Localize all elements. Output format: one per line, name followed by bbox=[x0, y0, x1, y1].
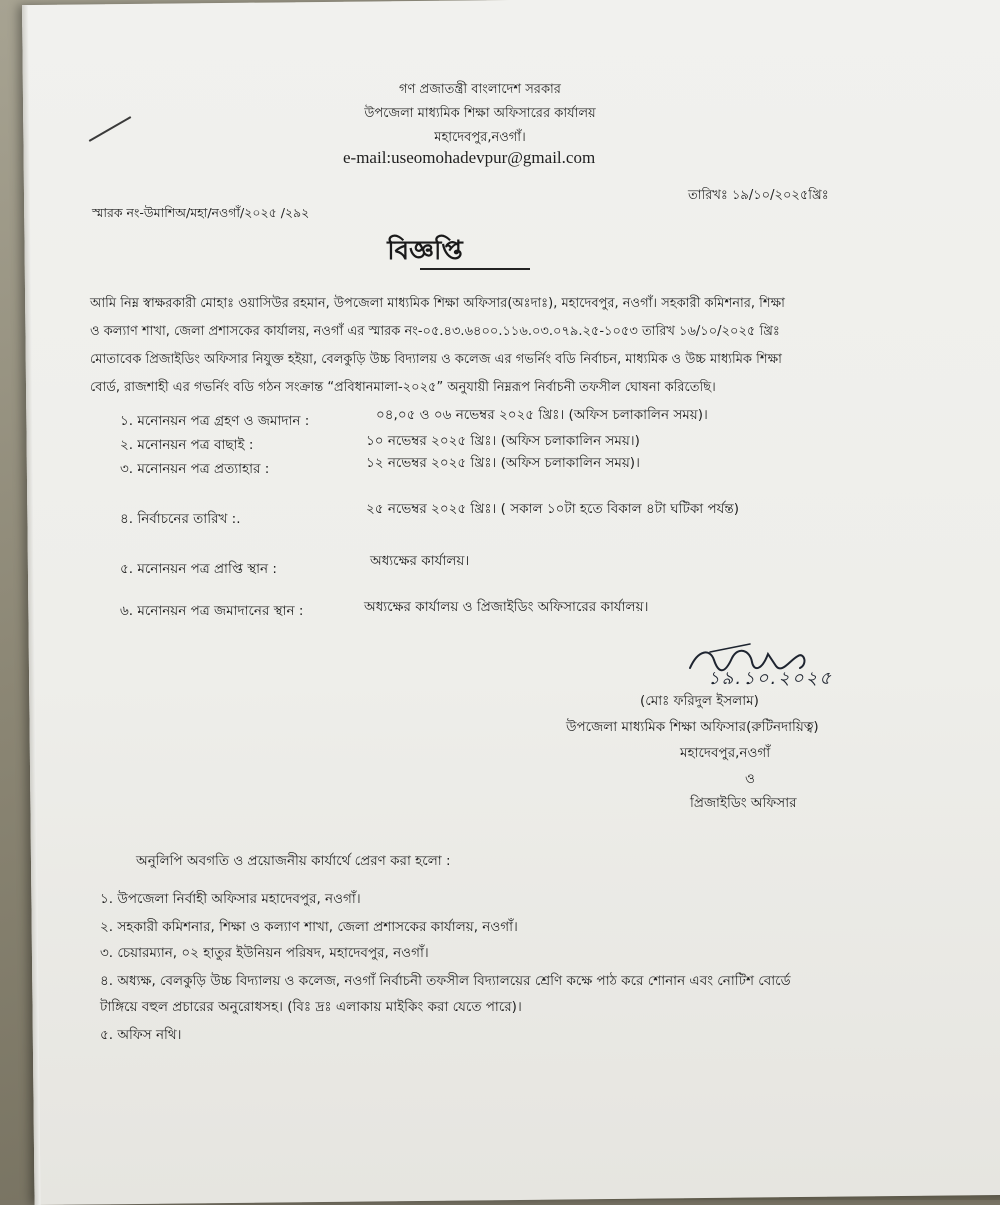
signatory-designation: উপজেলা মাধ্যমিক শিক্ষা অফিসার(রুটিনদায়িত্ব) bbox=[566, 719, 819, 735]
copy-item: ৪. অধ্যক্ষ, বেলকুড়ি উচ্চ বিদ্যালয় ও কলেজ, নওগাঁ নির্বাচনী তফসীল বিদ্যালয়ের শ্রেণি কক্ষে পাঠ করে শোনান এবং নোটিশ বোর্ডে bbox=[100, 973, 791, 989]
schedule-label: ৬. মনোনয়ন পত্র জমাদানের স্থান : bbox=[120, 603, 304, 619]
signatory-place: মহাদেবপুর,নওগাঁ bbox=[680, 745, 771, 761]
schedule-label: ৫. মনোনয়ন পত্র প্রাপ্তি স্থান : bbox=[120, 561, 277, 577]
copy-item: টাঙ্গিয়ে বহুল প্রচারের অনুরোধসহ। (বিঃ দ্রঃ এলাকায় মাইকিং করা যেতে পারে)। bbox=[100, 999, 522, 1015]
header-email: e-mail:useomohadevpur@gmail.com bbox=[343, 148, 596, 167]
signatory-name: (মোঃ ফরিদুল ইসলাম) bbox=[640, 693, 759, 709]
schedule-label: ১. মনোনয়ন পত্র গ্রহণ ও জমাদান : bbox=[120, 413, 310, 429]
header-place: মহাদেবপুর,নওগাঁ। bbox=[434, 130, 526, 145]
copy-intro: অনুলিপি অবগতি ও প্রয়োজনীয় কার্যার্থে প্রেরণ করা হলো : bbox=[136, 853, 451, 869]
title-underline bbox=[420, 268, 530, 270]
body-line: বোর্ড, রাজশাহী এর গভর্নিং বডি গঠন সংক্রান্ত “প্রবিধানমালা-২০২৫” অনুযায়ী নিম্নরূপ নির্বাচনী তফসীল ঘোষনা করিতেছি। bbox=[90, 380, 716, 395]
handwritten-date: ১৯.১০.২০২৫ bbox=[708, 668, 833, 689]
copy-item: ৫. অফিস নথি। bbox=[100, 1027, 182, 1043]
copy-item: ৩. চেয়ারম্যান, ০২ হাতুর ইউনিয়ন পরিষদ, মহাদেবপুর, নওগাঁ। bbox=[100, 945, 429, 961]
schedule-label: ২. মনোনয়ন পত্র বাছাই : bbox=[120, 437, 254, 453]
schedule-value: ১২ নভেম্বর ২০২৫ খ্রিঃ। (অফিস চলাকালিন সময়)। bbox=[366, 455, 640, 471]
copy-item: ২. সহকারী কমিশনার, শিক্ষা ও কল্যাণ শাখা, জেলা প্রশাসকের কার্যালয়, নওগাঁ। bbox=[100, 919, 518, 935]
schedule-value: ০৪,০৫ ও ০৬ নভেম্বর ২০২৫ খ্রিঃ। (অফিস চলাকালিন সময়)। bbox=[376, 407, 708, 423]
memo-number: স্মারক নং-উমাশিঅ/মহা/নওগাঁ/২০২৫ /২৯২ bbox=[92, 205, 310, 220]
signatory-and: ও bbox=[745, 771, 755, 787]
body-line: আমি নিম্ন স্বাক্ষরকারী মোহাঃ ওয়াসিউর রহমান, উপজেলা মাধ্যমিক শিক্ষা অফিসার(অঃদাঃ), মহাদেবপুর, নওগাঁ। সহকারী কমিশনার, শিক্ষা bbox=[90, 296, 785, 311]
body-line: ও কল্যাণ শাখা, জেলা প্রশাসকের কার্যালয়, নওগাঁ এর স্মারক নং-০৫.৪৩.৬৪০০.১১৬.০৩.০৭৯.২৫-১০৫৩ তারিখ ১৬/১০/২০২৫ খ্রিঃ bbox=[90, 324, 780, 339]
signatory-role: প্রিজাইডিং অফিসার bbox=[690, 795, 797, 811]
schedule-label: ৪. নির্বাচনের তারিখ :. bbox=[120, 511, 241, 527]
page-title: বিজ্ঞপ্তি bbox=[387, 236, 463, 266]
schedule-value: অধ্যক্ষের কার্যালয়। bbox=[370, 553, 470, 569]
schedule-value: অধ্যক্ষের কার্যালয় ও প্রিজাইডিং অফিসারের কার্যালয়। bbox=[364, 599, 649, 615]
copy-item: ১. উপজেলা নির্বাহী অফিসার মহাদেবপুর, নওগাঁ। bbox=[100, 891, 361, 907]
body-line: মোতাবেক প্রিজাইডিং অফিসার নিযুক্ত হইয়া, বেলকুড়ি উচ্চ বিদ্যালয় ও কলেজ এর গভর্নিং বডি নির্বাচন, মাধ্যমিক ও উচ্চ মাধ্যমিক শিক্ষা bbox=[90, 352, 782, 367]
schedule-value: ১০ নভেম্বর ২০২৫ খ্রিঃ। (অফিস চলাকালিন সময়।) bbox=[366, 433, 640, 449]
date: তারিখঃ ১৯/১০/২০২৫খ্রিঃ bbox=[688, 188, 829, 203]
header-govt: গণ প্রজাতন্ত্রী বাংলাদেশ সরকার bbox=[399, 82, 561, 97]
schedule-label: ৩. মনোনয়ন পত্র প্রত্যাহার : bbox=[120, 461, 270, 477]
schedule-value: ২৫ নভেম্বর ২০২৫ খ্রিঃ। ( সকাল ১০টা হতে বিকাল ৪টা ঘটিকা পর্যন্ত) bbox=[366, 501, 739, 517]
header-office: উপজেলা মাধ্যমিক শিক্ষা অফিসারের কার্যালয় bbox=[364, 106, 596, 121]
